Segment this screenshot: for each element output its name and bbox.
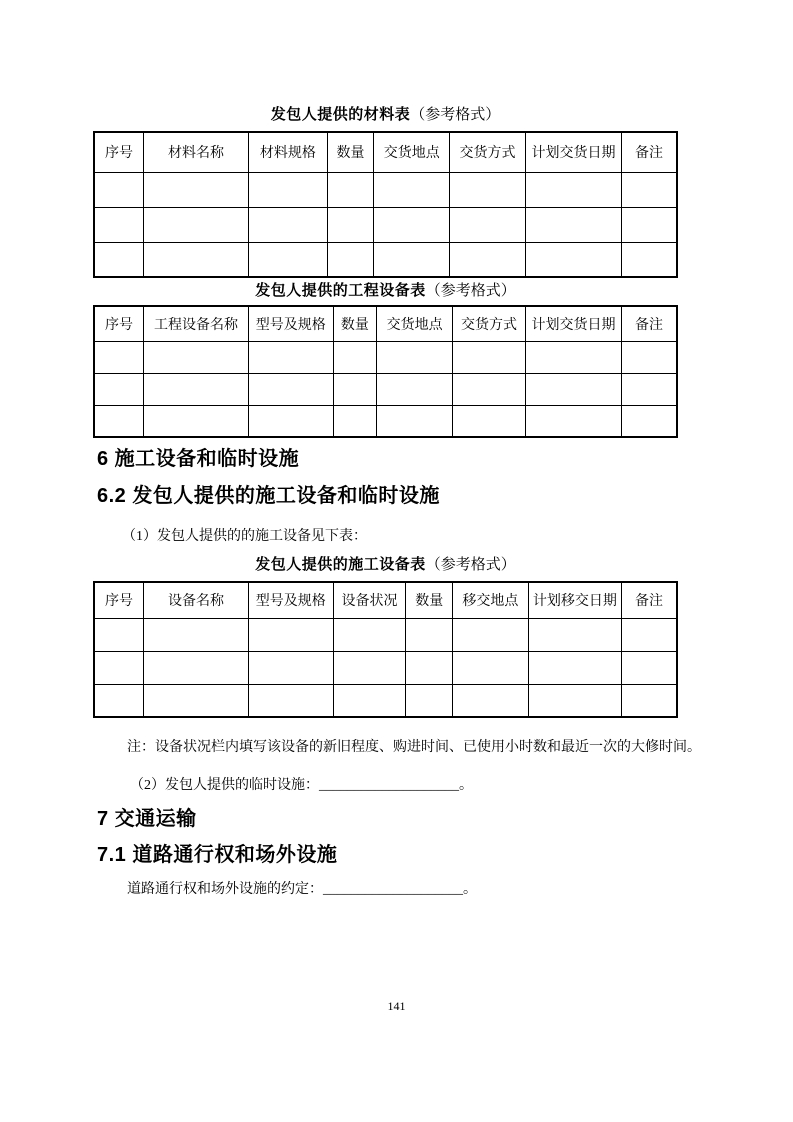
col-header: 交货地点 xyxy=(377,306,453,341)
empty-cell xyxy=(453,684,529,717)
empty-cell xyxy=(94,373,144,405)
page-number: 141 xyxy=(387,999,406,1013)
table-row xyxy=(94,207,677,242)
empty-cell xyxy=(144,651,249,684)
empty-cell xyxy=(406,651,453,684)
empty-cell xyxy=(248,618,333,651)
empty-cell xyxy=(525,341,621,373)
empty-cell xyxy=(333,341,377,373)
col-header: 计划交货日期 xyxy=(525,306,621,341)
empty-cell xyxy=(406,684,453,717)
para-road-access xyxy=(127,880,477,899)
empty-cell xyxy=(622,207,677,242)
col-header: 交货方式 xyxy=(453,306,526,341)
empty-cell xyxy=(622,373,677,405)
empty-cell xyxy=(144,618,249,651)
equipment-table-title-note: （参考格式） xyxy=(425,283,516,299)
empty-cell xyxy=(525,373,621,405)
empty-cell xyxy=(94,405,144,437)
col-header: 设备状况 xyxy=(333,582,406,618)
equipment-table-title xyxy=(93,279,678,300)
para-road-access-suffix: 。 xyxy=(463,882,477,897)
construction-equipment-table-header-row xyxy=(94,582,677,618)
construction-equipment-table-title xyxy=(93,553,678,574)
para-temporary-facilities-suffix: 。 xyxy=(459,778,473,793)
empty-cell xyxy=(374,242,450,277)
road-access-blank: ____________________ xyxy=(323,882,463,897)
col-header: 交货方式 xyxy=(450,132,526,172)
equipment-condition-note: 注：设备状况栏内填写该设备的新旧程度、购进时间、已使用小时数和最近一次的大修时间。 xyxy=(127,740,701,755)
empty-cell xyxy=(622,684,677,717)
col-header: 材料规格 xyxy=(248,132,327,172)
empty-cell xyxy=(374,172,450,207)
temporary-facilities-blank: ____________________ xyxy=(319,778,459,793)
equipment-table-header-row xyxy=(94,306,677,341)
empty-cell xyxy=(622,405,677,437)
empty-cell xyxy=(622,172,677,207)
para-temporary-facilities xyxy=(130,776,473,795)
empty-cell xyxy=(525,405,621,437)
col-header: 序号 xyxy=(94,132,144,172)
col-header: 序号 xyxy=(94,582,144,618)
empty-cell xyxy=(144,684,249,717)
empty-cell xyxy=(450,207,526,242)
col-header: 数量 xyxy=(333,306,377,341)
table-row xyxy=(94,373,677,405)
heading-6: 6 施工设备和临时设施 xyxy=(97,448,300,470)
table-row xyxy=(94,651,677,684)
empty-cell xyxy=(248,651,333,684)
col-header: 计划交货日期 xyxy=(525,132,621,172)
empty-cell xyxy=(453,373,526,405)
construction-equipment-table-title-note: （参考格式） xyxy=(425,557,516,573)
empty-cell xyxy=(94,172,144,207)
empty-cell xyxy=(377,373,453,405)
table-row xyxy=(94,242,677,277)
empty-cell xyxy=(333,373,377,405)
col-header: 设备名称 xyxy=(144,582,249,618)
empty-cell xyxy=(525,207,621,242)
materials-table-title xyxy=(93,103,678,124)
empty-cell xyxy=(144,207,249,242)
empty-cell xyxy=(622,651,677,684)
empty-cell xyxy=(248,373,333,405)
empty-cell xyxy=(453,651,529,684)
empty-cell xyxy=(248,242,327,277)
empty-cell xyxy=(453,341,526,373)
empty-cell xyxy=(528,651,621,684)
empty-cell xyxy=(327,242,374,277)
empty-cell xyxy=(94,242,144,277)
empty-cell xyxy=(528,618,621,651)
col-header: 移交地点 xyxy=(453,582,529,618)
materials-table-header-row xyxy=(94,132,677,172)
empty-cell xyxy=(144,242,249,277)
empty-cell xyxy=(333,618,406,651)
para-road-access-prefix: 道路通行权和场外设施的约定： xyxy=(127,882,323,897)
table-row xyxy=(94,684,677,717)
col-header: 材料名称 xyxy=(144,132,249,172)
heading-7: 7 交通运输 xyxy=(97,808,197,830)
empty-cell xyxy=(622,242,677,277)
col-header: 数量 xyxy=(327,132,374,172)
col-header: 序号 xyxy=(94,306,144,341)
empty-cell xyxy=(525,172,621,207)
empty-cell xyxy=(248,684,333,717)
empty-cell xyxy=(453,405,526,437)
col-header: 型号及规格 xyxy=(248,306,333,341)
empty-cell xyxy=(374,207,450,242)
col-header: 交货地点 xyxy=(374,132,450,172)
empty-cell xyxy=(327,172,374,207)
empty-cell xyxy=(525,242,621,277)
empty-cell xyxy=(333,405,377,437)
empty-cell xyxy=(248,207,327,242)
empty-cell xyxy=(327,207,374,242)
col-header: 计划移交日期 xyxy=(528,582,621,618)
col-header: 型号及规格 xyxy=(248,582,333,618)
empty-cell xyxy=(453,618,529,651)
empty-cell xyxy=(333,651,406,684)
materials-table-title-note: （参考格式） xyxy=(410,107,501,123)
table-row xyxy=(94,405,677,437)
empty-cell xyxy=(94,684,144,717)
empty-cell xyxy=(94,207,144,242)
empty-cell xyxy=(94,341,144,373)
empty-cell xyxy=(94,618,144,651)
empty-cell xyxy=(333,684,406,717)
construction-equipment-table-title-text: 发包人提供的施工设备表 xyxy=(255,556,426,573)
empty-cell xyxy=(450,242,526,277)
equipment-table xyxy=(93,305,678,438)
empty-cell xyxy=(248,405,333,437)
col-header: 数量 xyxy=(406,582,453,618)
table-row xyxy=(94,172,677,207)
empty-cell xyxy=(377,341,453,373)
empty-cell xyxy=(377,405,453,437)
col-header: 备注 xyxy=(622,132,677,172)
empty-cell xyxy=(144,172,249,207)
empty-cell xyxy=(94,651,144,684)
table-row xyxy=(94,618,677,651)
empty-cell xyxy=(450,172,526,207)
para-temporary-facilities-prefix: （2）发包人提供的临时设施： xyxy=(130,778,319,793)
materials-table-title-text: 发包人提供的材料表 xyxy=(270,106,411,123)
equipment-table-title-text: 发包人提供的工程设备表 xyxy=(255,282,426,299)
materials-table xyxy=(93,131,678,278)
table-row xyxy=(94,341,677,373)
empty-cell xyxy=(406,618,453,651)
empty-cell xyxy=(622,341,677,373)
empty-cell xyxy=(144,341,249,373)
col-header: 工程设备名称 xyxy=(144,306,249,341)
empty-cell xyxy=(144,405,249,437)
empty-cell xyxy=(144,373,249,405)
construction-equipment-table xyxy=(93,581,678,718)
para-construction-equipment: （1）发包人提供的的施工设备见下表： xyxy=(122,529,367,544)
heading-7-1: 7.1 道路通行权和场外设施 xyxy=(97,844,338,866)
col-header: 备注 xyxy=(622,306,677,341)
empty-cell xyxy=(248,172,327,207)
empty-cell xyxy=(528,684,621,717)
empty-cell xyxy=(248,341,333,373)
heading-6-2: 6.2 发包人提供的施工设备和临时设施 xyxy=(97,485,440,507)
empty-cell xyxy=(622,618,677,651)
col-header: 备注 xyxy=(622,582,677,618)
